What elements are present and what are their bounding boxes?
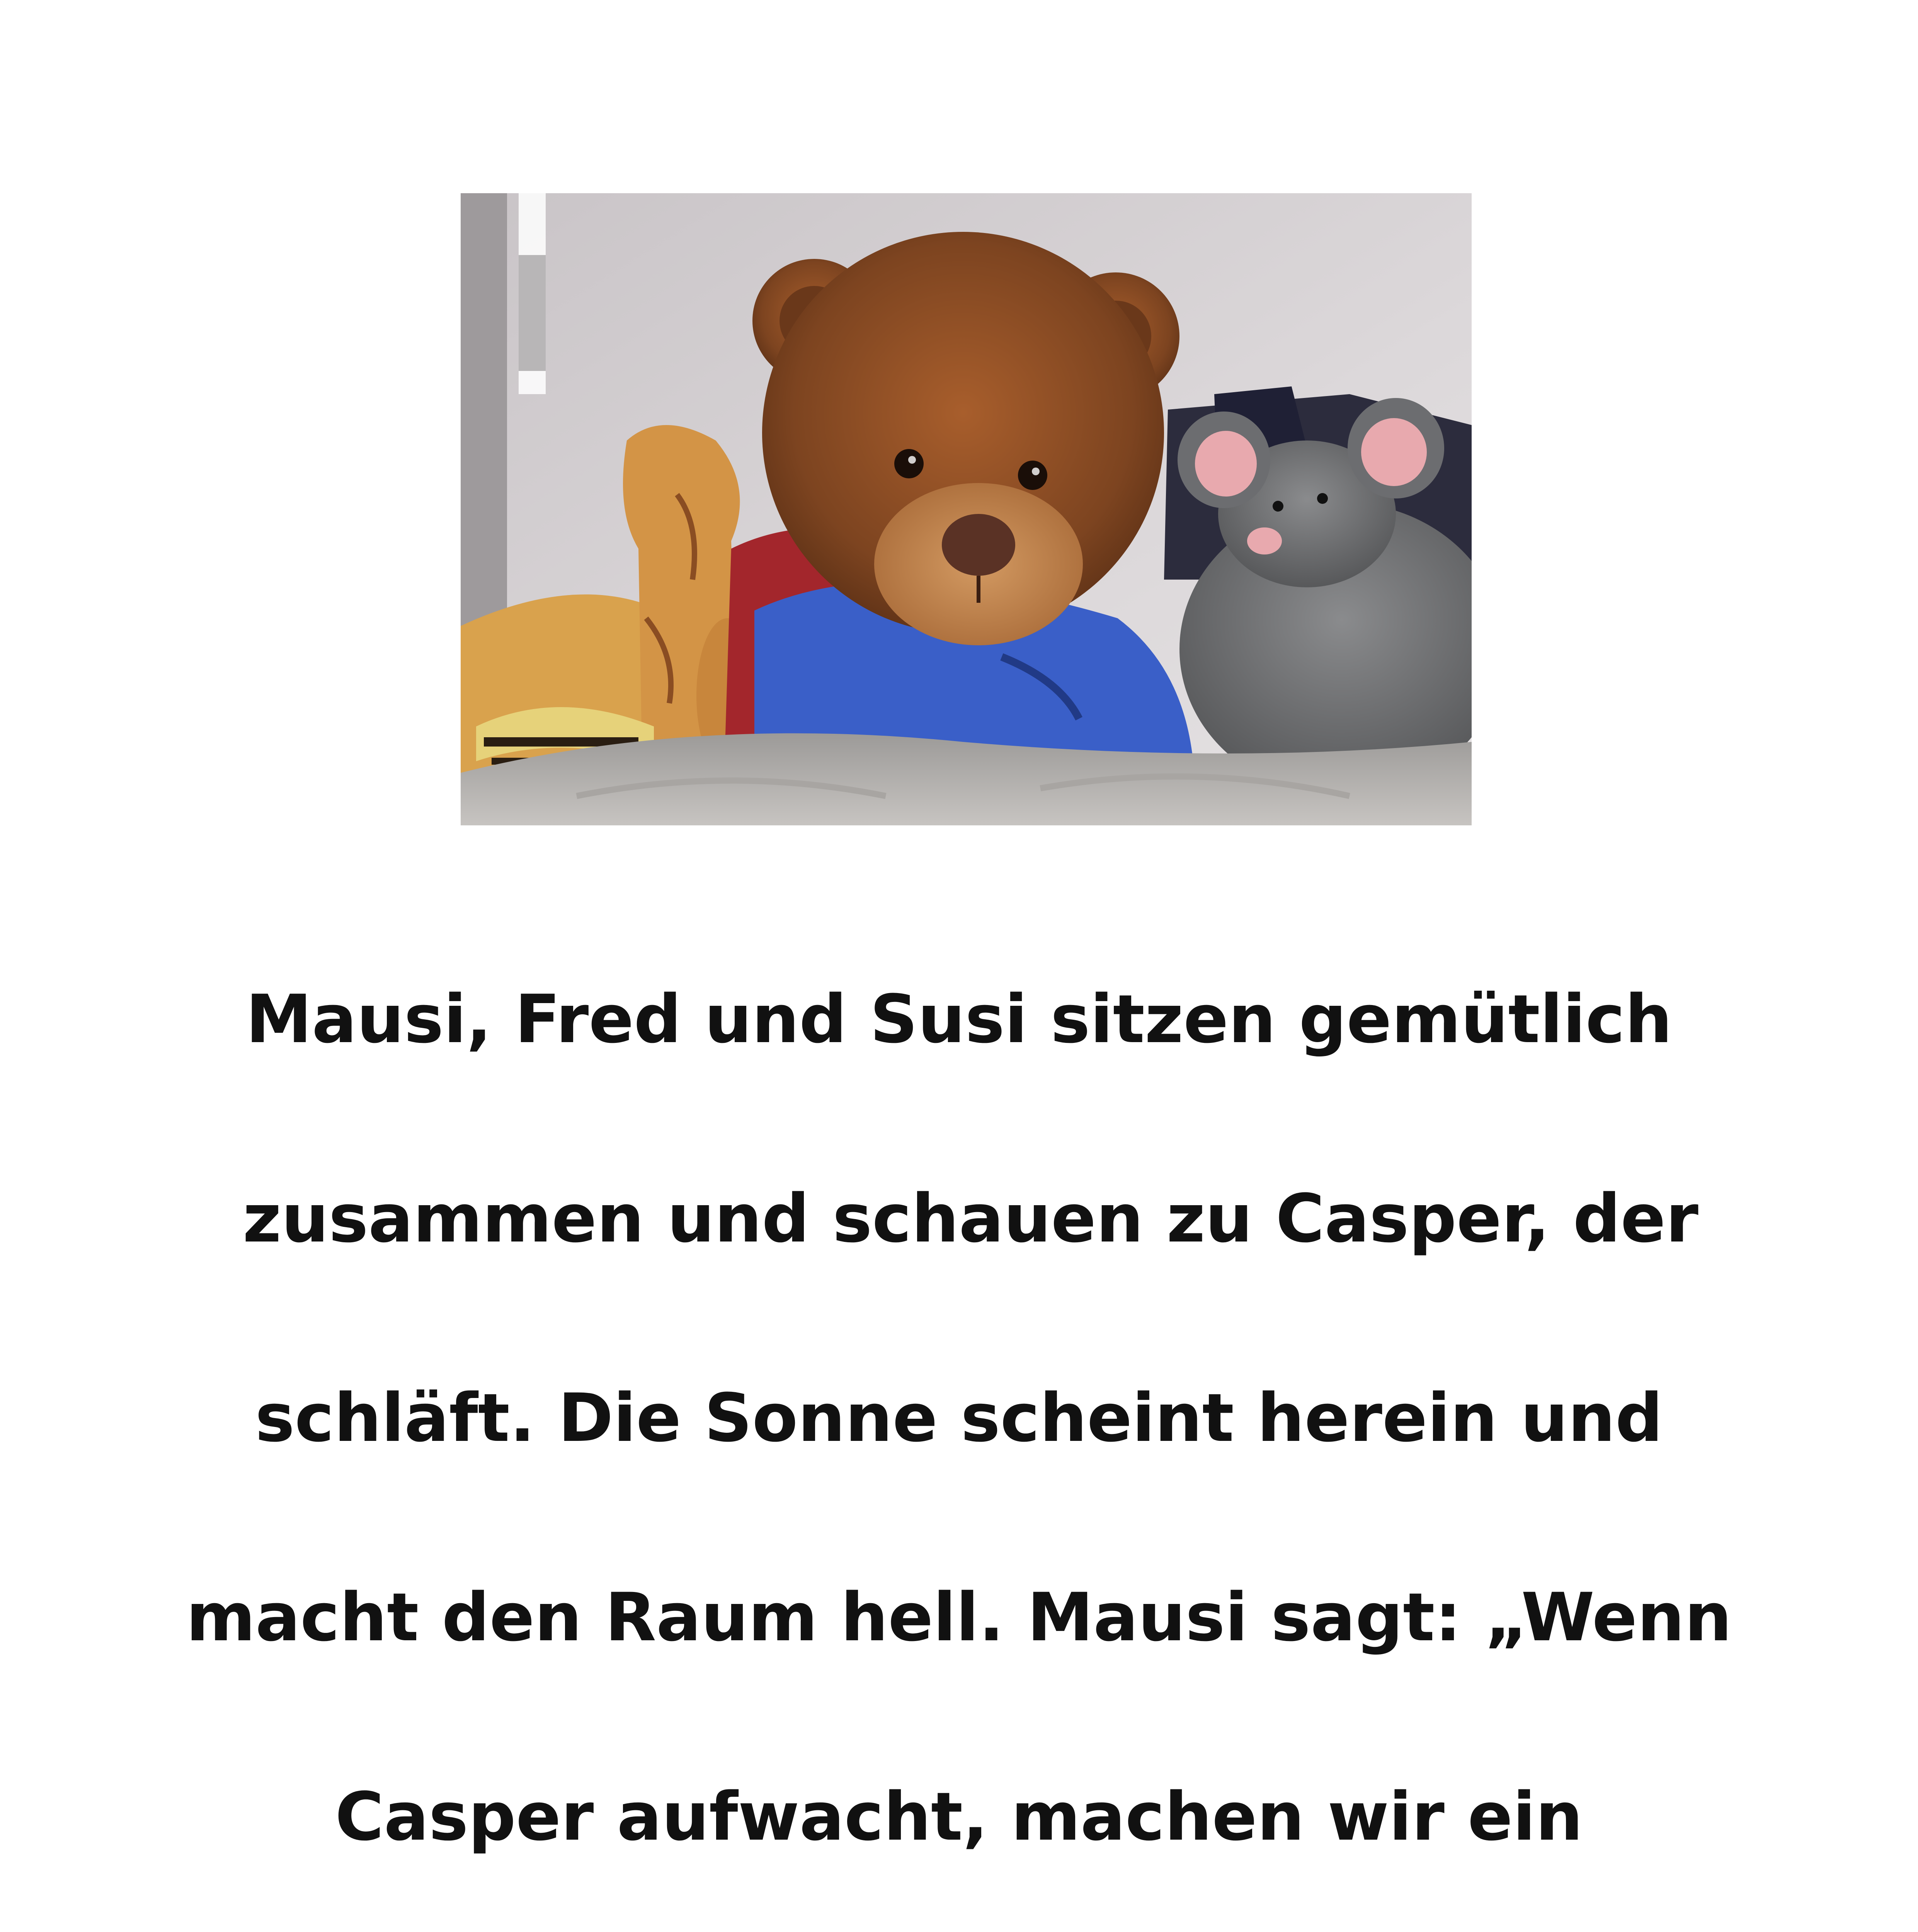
mouse-plush-icon [1178,398,1472,796]
story-line [0,1917,1918,1932]
story-line: schläft. Die Sonne scheint herein und [255,1379,1663,1457]
story-line: Mausi, Fred und Susi sitzen gemütlich [245,980,1673,1058]
plush-toys-photo [461,193,1472,825]
story-line: macht den Raum hell. Mausi sagt: „Wenn [186,1578,1732,1656]
teddy-bear-icon [723,232,1195,796]
story-line: zusammen und schauen zu Casper, der [220,1180,1698,1257]
photo-illustration [461,193,1472,825]
story-line: Casper aufwacht, machen wir ein [335,1778,1583,1855]
story-text [0,920,1918,1932]
